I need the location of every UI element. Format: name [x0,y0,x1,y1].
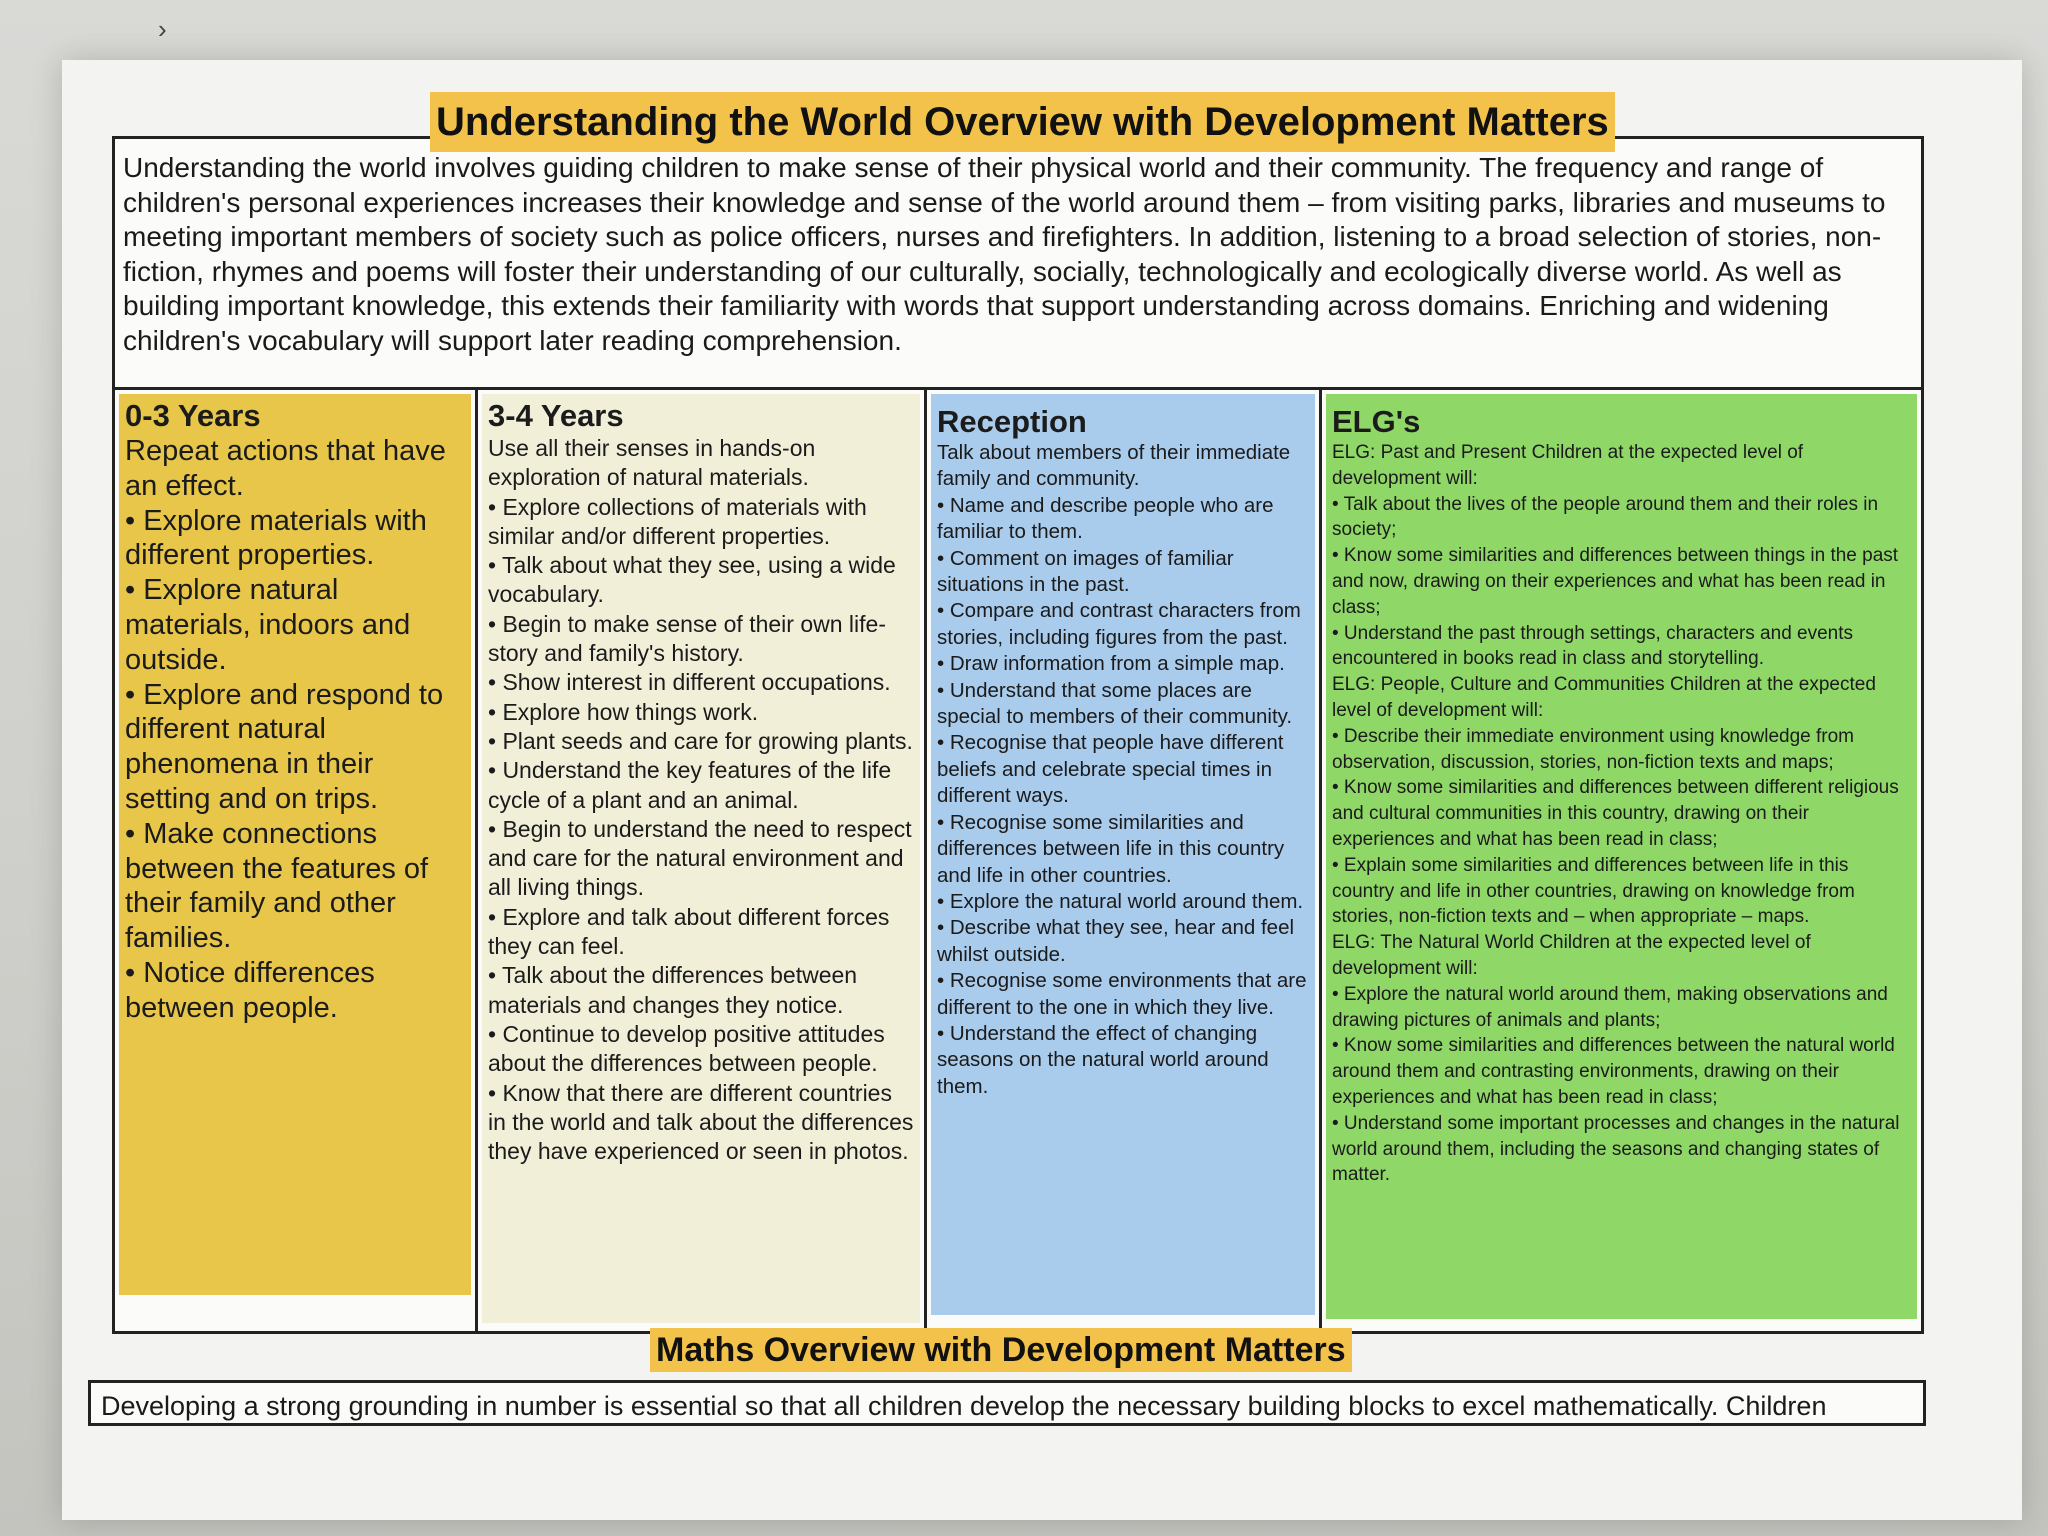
list-item: • Explore and talk about different forces they can feel. [488,903,890,960]
list-item: • Explore and respond to different natural phenomena in their setting and on trips. [125,678,444,815]
column-reception [927,390,1322,1331]
list-item: • Know some similarities and differences between things in the past and now, drawing on their experiences and what has been read in class; [1332,545,1899,618]
column-body [488,434,914,1166]
list-item: Use all their senses in hands-on exploration of natural materials. [488,435,816,491]
list-item: • Compare and contrast characters from stories, including figures from the past. [937,599,1301,649]
column-heading: Reception [937,404,1087,439]
column-heading: 3-4 Years [488,398,624,433]
column-body [937,440,1309,1100]
list-item: • Understand the past through settings, characters and events encountered in books read in class and storytelling. [1332,622,1854,670]
maths-intro-paragraph: Developing a strong grounding in number is essential so that all children develop the necessary building blocks to excel mathematically. Children [88,1380,1926,1426]
list-item: • Begin to make sense of their own life-story and family's history. [488,610,886,667]
list-item: • Talk about the differences between materials and changes they notice. [488,962,858,1018]
list-item: • Explore the natural world around them. [937,889,1304,913]
list-item: ELG: Past and Present Children at the expected level of development will: [1332,442,1804,489]
list-item: • Know that there are different countries in the world and talk about the differences they have experienced or seen in photos. [488,1079,914,1165]
list-item: • Explore materials with different properties. [125,504,427,572]
column-body [125,434,465,1026]
list-item: ELG: People, Culture and Communities Children at the expected level of development will: [1332,674,1876,721]
list-item: • Make connections between the features of their family and other families. [125,817,429,955]
list-item: • Draw information from a simple map. [937,652,1285,676]
list-item: • Continue to develop positive attitudes about the differences between people. [488,1020,885,1077]
column-3-4-years [478,390,927,1331]
list-item: • Begin to understand the need to respect and care for the natural environment and all living things. [488,815,912,901]
list-item: • Know some similarities and differences between different religious and cultural communities in this country, drawing on their experiences and what has been read in class; [1332,777,1899,850]
list-item: • Know some similarities and differences between the natural world around them and contrasting environments, drawing on their experiences and what has been read in class; [1332,1035,1895,1108]
list-item: • Talk about what they see, using a wide vocabulary. [488,552,896,608]
list-item: • Talk about the lives of the people around them and their roles in society; [1332,493,1879,541]
list-item: • Explore how things work. [488,698,759,725]
list-item: • Explore the natural world around them, making observations and drawing pictures of animals and plants; [1332,983,1888,1031]
list-item: ELG: The Natural World Children at the expected level of development will: [1332,932,1811,979]
list-item: • Plant seeds and care for growing plants. [488,727,913,754]
intro-paragraph: Understanding the world involves guiding children to make sense of their physical world and their community. The frequency and range of children's personal experiences increases their knowledge and sense of the world around them – from visiting parks, libraries and museums to meeting important members of society such as police officers, nurses and firefighters. In addition, listening to a broad selection of stories, non-fiction, rhymes and poems will foster their understanding of our culturally, socially, technologically and ecologically diverse world. As well as building important knowledge, this extends their familiarity with words that support understanding across domains. Enriching and widening children's vocabulary will support later reading comprehension. [123,152,1886,356]
list-item: • Comment on images of familiar situations in the past. [937,546,1234,597]
column-elgs [1322,390,1921,1331]
list-item: • Explain some similarities and differences between life in this country and life in other countries, drawing on knowledge from stories, non-fiction texts and – when appropriate – maps. [1332,854,1855,928]
maths-section-title: Maths Overview with Development Matters [650,1328,1352,1372]
list-item: • Understand the effect of changing seasons on the natural world around them. [937,1021,1269,1098]
column-heading: ELG's [1332,404,1421,439]
list-item: • Show interest in different occupations. [488,669,891,696]
list-item: Repeat actions that have an effect. [125,435,446,502]
list-item: • Describe what they see, hear and feel whilst outside. [937,916,1295,966]
list-item: • Notice differences between people. [125,956,375,1024]
chevron-right-icon: › [158,14,167,44]
list-item: Talk about members of their immediate family and community. [937,441,1291,491]
overview-table [112,136,1924,1334]
column-body [1332,440,1911,1188]
list-item: • Describe their immediate environment using knowledge from observation, discussion, stories, non-fiction texts and maps; [1332,725,1854,773]
list-item: • Understand that some places are special to members of their community. [937,678,1293,729]
list-item: • Explore natural materials, indoors and outside. [125,574,411,676]
list-item: • Recognise some similarities and differences between life in this country and life in other countries. [937,810,1285,887]
list-item: • Recognise that people have different beliefs and celebrate special times in different ways. [937,731,1284,808]
list-item: • Understand some important processes and changes in the natural world around them, including the seasons and changing states of matter. [1332,1112,1900,1186]
list-item: • Explore collections of materials with similar and/or different properties. [488,493,867,549]
page-title: Understanding the World Overview with Development Matters [430,92,1615,152]
column-0-3-years [115,390,478,1331]
list-item: • Understand the key features of the life cycle of a plant and an animal. [488,757,892,813]
list-item: • Recognise some environments that are different to the one in which they live. [937,969,1307,1019]
column-heading: 0-3 Years [125,398,261,433]
list-item: • Name and describe people who are familiar to them. [937,493,1274,544]
